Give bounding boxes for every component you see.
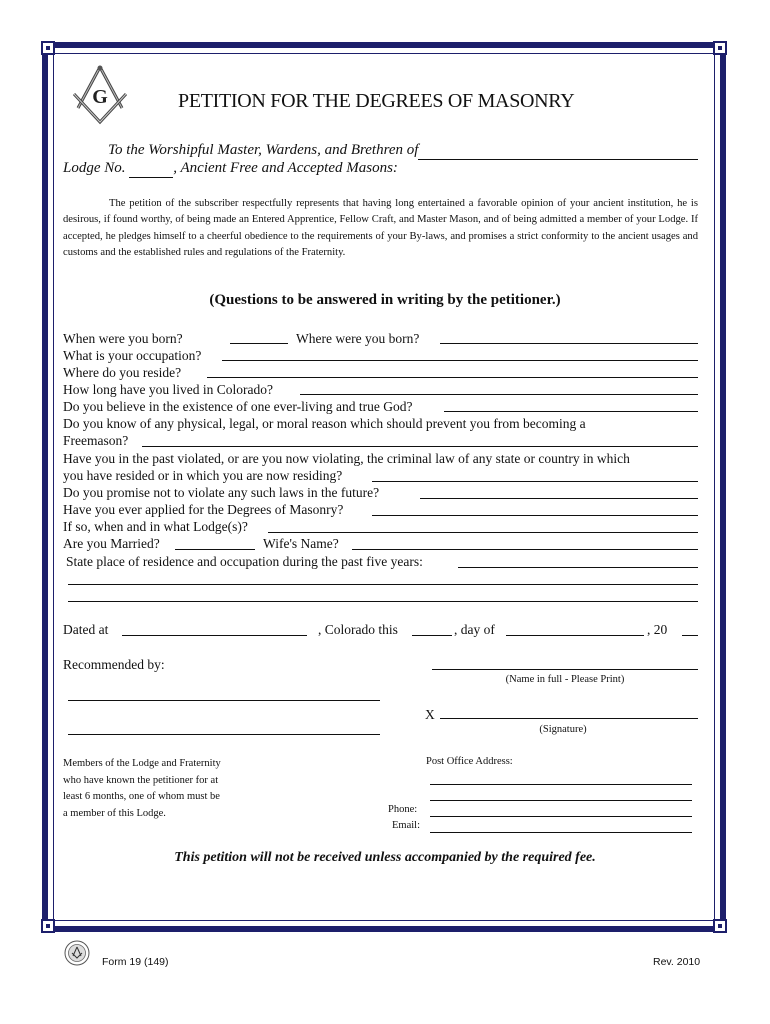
applied-label: Have you ever applied for the Degrees of Masonry?	[63, 502, 344, 517]
occupation-label: What is your occupation?	[63, 348, 202, 363]
questions-heading: (Questions to be answered in writing by the petitioner.)	[209, 292, 561, 308]
border-corner-ornament	[713, 41, 727, 55]
born-where-field[interactable]	[440, 343, 698, 344]
recommender-1-field[interactable]	[68, 700, 380, 701]
border-corner-ornament	[713, 919, 727, 933]
revision-label: Rev. 2010	[653, 956, 701, 968]
signature-caption: (Signature)	[539, 724, 587, 735]
dated-month-field[interactable]	[506, 635, 644, 636]
logo-letter: G	[92, 86, 108, 108]
married-field[interactable]	[175, 549, 255, 550]
born-where-label: Where were you born?	[296, 331, 420, 346]
residence-history-label: State place of residence and occupation during the past five years:	[66, 554, 423, 569]
form-title: PETITION FOR THE DEGREES OF MASONRY	[178, 90, 575, 112]
year-label: , 20	[647, 622, 668, 637]
form-number: Form 19 (149)	[102, 956, 169, 968]
signature-x-mark: X	[425, 707, 435, 722]
post-office-field[interactable]	[430, 784, 692, 785]
signature-field[interactable]	[440, 718, 698, 719]
residence-history-field[interactable]	[458, 567, 698, 568]
intro-paragraph: The petition of the subscriber respectfully represents that having long entertained a favorable opinion of your ancient institution, he is desirous, if found worthy, of being made an Entered Apprentice, Fellow Craft, and Master Mason, and of being admitted a member of your Lodge. If accepted, he pledges himself to a cheerful obedience to the requirements of your By-laws, and promises a strict conformity to the ancient usages and customs and the established rules and regulations of the Fraternity.	[63, 198, 698, 258]
recommender-2-field[interactable]	[68, 734, 380, 735]
grand-lodge-seal-icon	[64, 940, 90, 966]
fee-notice: This petition will not be received unless accompanied by the required fee.	[174, 850, 596, 865]
dated-year-field[interactable]	[682, 635, 698, 636]
members-note-line: who have known the petitioner for at	[63, 774, 219, 786]
name-in-full-field[interactable]	[432, 669, 698, 670]
lodges-field[interactable]	[268, 532, 698, 533]
reside-label: Where do you reside?	[63, 365, 182, 380]
born-when-label: When were you born?	[63, 331, 183, 346]
reside-field[interactable]	[207, 377, 698, 378]
violated-label-line2: you have resided or in which you are now residing?	[63, 468, 343, 483]
lodge-number-field[interactable]	[129, 160, 173, 178]
border-corner-ornament	[41, 919, 55, 933]
wife-name-field[interactable]	[352, 549, 698, 550]
violated-label-line1: Have you in the past violated, or are you now violating, the criminal law of any state or country in which	[63, 451, 630, 466]
residence-history-field[interactable]	[68, 601, 698, 602]
know-label-line1: Do you know of any physical, legal, or moral reason which should prevent you from becoming a	[63, 416, 586, 431]
colorado-field[interactable]	[300, 394, 698, 395]
promise-label: Do you promise not to violate any such laws in the future?	[63, 485, 380, 500]
recommended-by-label: Recommended by:	[63, 657, 165, 672]
dated-city-field[interactable]	[122, 635, 307, 636]
know-field[interactable]	[142, 446, 698, 447]
wife-label: Wife's Name?	[263, 536, 339, 551]
born-when-field[interactable]	[230, 343, 288, 344]
members-note-line: a member of this Lodge.	[63, 807, 166, 819]
dated-at-label: Dated at	[63, 622, 109, 637]
violated-field[interactable]	[372, 481, 698, 482]
colorado-this-label: , Colorado this	[318, 622, 398, 637]
name-in-full-caption: (Name in full - Please Print)	[505, 674, 625, 685]
members-note	[63, 756, 221, 822]
promise-field[interactable]	[420, 498, 698, 499]
members-note-line: least 6 months, one of whom must be	[63, 791, 220, 802]
day-of-label: , day of	[454, 622, 495, 637]
square-and-compass-logo-icon	[70, 64, 130, 126]
believe-label: Do you believe in the existence of one ever-living and true God?	[63, 399, 413, 414]
colorado-label: How long have you lived in Colorado?	[63, 382, 273, 397]
afam-label: , Ancient Free and Accepted Masons:	[173, 160, 398, 176]
border-corner-ornament	[41, 41, 55, 55]
married-label: Are you Married?	[63, 536, 160, 551]
address-line-2	[63, 160, 398, 178]
lodges-label: If so, when and in what Lodge(s)?	[63, 519, 248, 534]
post-office-label: Post Office Address:	[426, 756, 513, 767]
post-office-field[interactable]	[430, 800, 692, 801]
email-field[interactable]	[430, 832, 692, 833]
email-label: Email:	[392, 820, 420, 831]
believe-field[interactable]	[444, 411, 698, 412]
lodge-no-label: Lodge No.	[63, 160, 126, 176]
address-line-1	[108, 142, 418, 159]
occupation-field[interactable]	[222, 360, 698, 361]
address-text: To the Worshipful Master, Wardens, and Brethren of	[108, 142, 419, 158]
phone-field[interactable]	[430, 816, 692, 817]
residence-history-field[interactable]	[68, 584, 698, 585]
phone-label: Phone:	[388, 804, 418, 815]
lodge-name-field[interactable]	[418, 159, 698, 160]
dated-day-field[interactable]	[412, 635, 452, 636]
know-label-line2: Freemason?	[63, 433, 129, 448]
applied-field[interactable]	[372, 515, 698, 516]
members-note-line: Members of the Lodge and Fraternity	[63, 758, 221, 769]
